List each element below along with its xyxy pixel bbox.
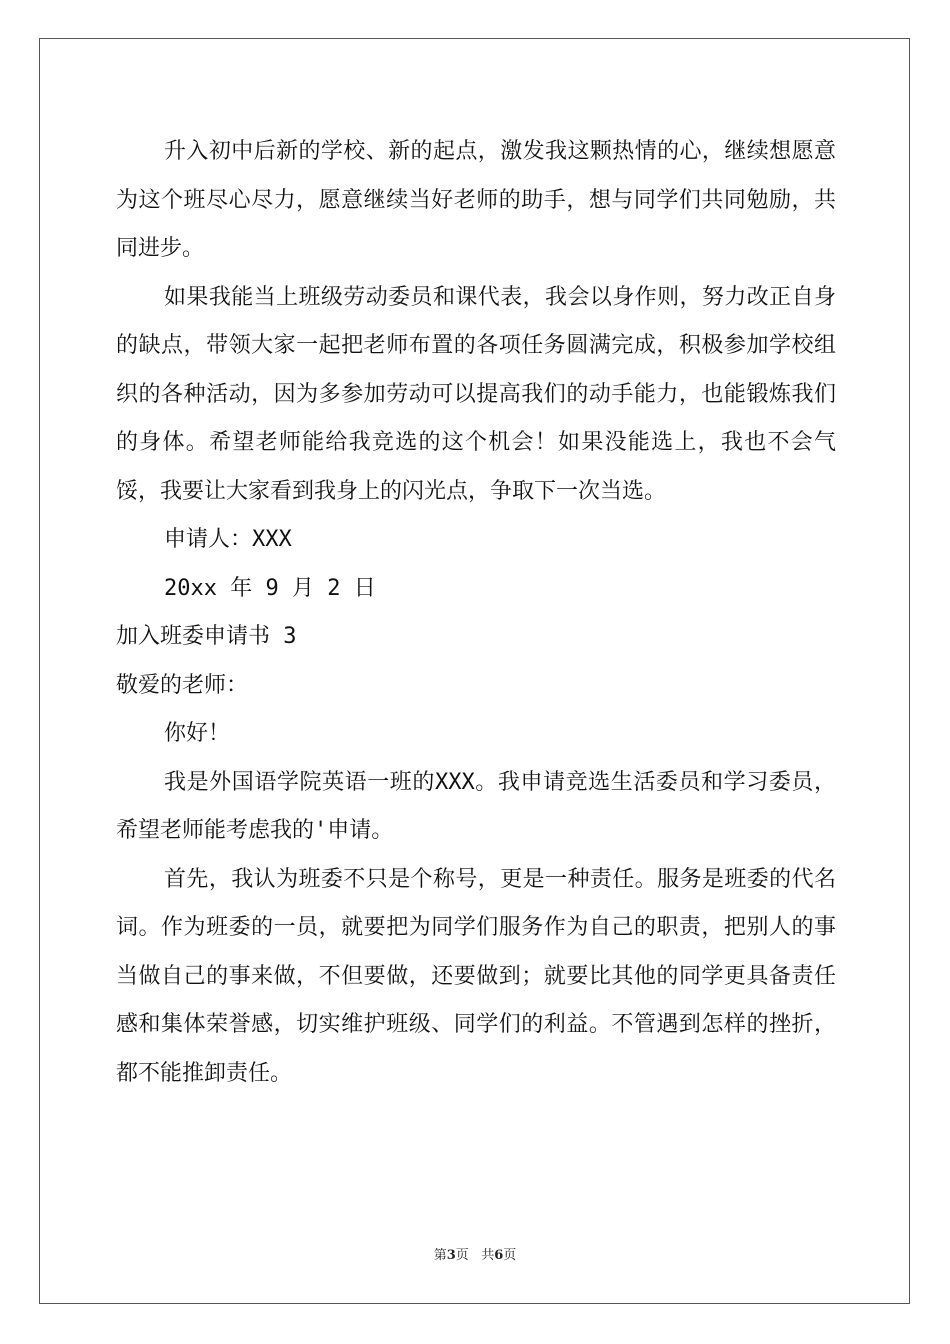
body-paragraph-1: 我是外国语学院英语一班的XXX。我申请竞选生活委员和学习委员，希望老师能考虑我的'申请。 — [116, 769, 836, 843]
page-footer — [0, 1244, 950, 1263]
salutation: 敬爱的老师： — [116, 672, 249, 698]
paragraph-2: 如果我能当上班级劳动委员和课代表，我会以身作则，努力改正自身的缺点，带领大家一起把老师布置的各项任务圆满完成，积极参加学校组织的各种活动，因为多参加劳动可以提高我们的动手能力，也能锻炼我们的身体。希望老师能给我竞选的这个机会！如果没能选上，我也不会气馁，我要让大家看到我身上的闪光点，争取下一次当选。 — [116, 284, 836, 504]
total-pages: 6 — [494, 1248, 504, 1263]
document-body — [116, 128, 836, 1098]
page-prefix: 第 — [433, 1248, 447, 1263]
date-line: 20xx 年 9 月 2 日 — [164, 575, 376, 601]
body-paragraph-2: 首先，我认为班委不只是个称号，更是一种责任。服务是班委的代名词。作为班委的一员，就要把为同学们服务作为自己的职责，把别人的事当做自己的事来做，不但要做，还要做到；就要比其他的同学更具备责任感和集体荣誉感，切实维护班级、同学们的利益。不管遇到怎样的挫折，都不能推卸责任。 — [116, 866, 836, 1086]
total-prefix: 共 — [481, 1248, 495, 1263]
page-number: 3 — [446, 1248, 456, 1263]
total-suffix: 页 — [503, 1248, 517, 1263]
section-title: 加入班委申请书 3 — [116, 624, 297, 649]
paragraph-1: 升入初中后新的学校、新的起点，激发我这颗热情的心，继续想愿意为这个班尽心尽力，愿意继续当好老师的助手，想与同学们共同勉励，共同进步。 — [116, 139, 836, 261]
greeting: 你好！ — [164, 721, 231, 746]
applicant-line: 申请人：XXX — [164, 527, 292, 552]
page-suffix: 页 — [455, 1248, 469, 1263]
